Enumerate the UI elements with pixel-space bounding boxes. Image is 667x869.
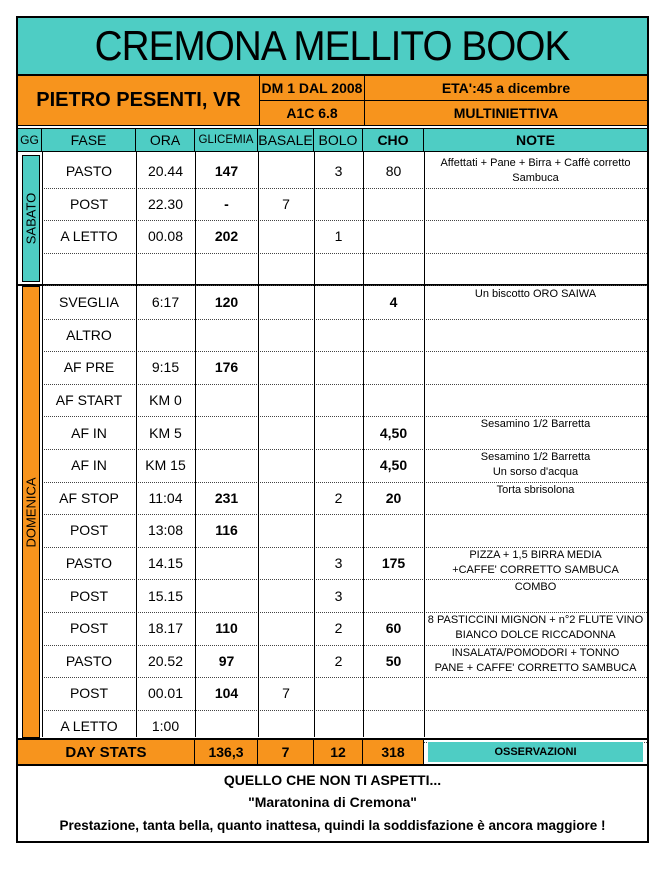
row-bolo: 3 <box>334 587 343 604</box>
row-ora: 20.44 <box>147 163 184 180</box>
row-glicemia: 97 <box>218 652 235 669</box>
row-ora <box>136 253 195 286</box>
header-divider <box>18 128 647 129</box>
observation-headline: QUELLO CHE NON TI ASPETTI... <box>223 772 442 788</box>
row-cho: 175 <box>381 555 406 572</box>
row-note: COMBO <box>514 581 557 594</box>
row-note: Affettati + Pane + Birra + Caffè corretto Sambuca <box>440 157 631 184</box>
row-ora: 00.01 <box>147 685 184 702</box>
row-bolo <box>314 514 363 547</box>
row-basale: 7 <box>282 195 290 212</box>
day-label-sabato: SABATO <box>22 155 40 282</box>
row-fase: POST <box>69 195 109 212</box>
row-fase: AF START <box>55 392 123 409</box>
row-cho: 4 <box>389 294 398 311</box>
row-glicemia <box>195 253 258 286</box>
row-bolo <box>314 286 363 319</box>
col-header-fase: FASE <box>42 129 136 151</box>
row-ora: 22.30 <box>147 195 184 212</box>
observation-comment: Prestazione, tanta bella, quanto inattesa, quindi la soddisfazione è ancora maggiore ! <box>59 817 606 833</box>
row-ora: 9:15 <box>151 359 180 376</box>
row-fase: AF PRE <box>63 359 115 376</box>
row-note: INSALATA/POMODORI + TONNO PANE + CAFFE' CORRETTO SAMBUCA <box>434 646 637 674</box>
row-cho: 4,50 <box>379 457 408 474</box>
row-basale <box>258 612 314 645</box>
row-bolo <box>314 384 363 417</box>
stats-bolo: 12 <box>314 740 363 764</box>
row-basale <box>258 547 314 580</box>
col-header-basale: BASALE <box>258 129 314 151</box>
row-fase: POST <box>69 685 109 702</box>
row-note <box>424 253 647 286</box>
row-cho: 80 <box>385 163 402 180</box>
row-fase: POST <box>69 620 109 637</box>
row-fase: PASTO <box>65 163 113 180</box>
row-fase: PASTO <box>65 555 113 572</box>
row-basale <box>258 253 314 286</box>
row-note <box>424 514 647 547</box>
col-header-note: NOTE <box>424 129 647 151</box>
row-basale <box>258 482 314 515</box>
row-glicemia: 120 <box>214 294 239 311</box>
row-note <box>424 384 647 417</box>
row-glicemia: 104 <box>214 685 239 702</box>
observation-event: "Maratonina di Cremona" <box>248 794 417 810</box>
row-cho: 4,50 <box>379 424 408 441</box>
row-ora <box>136 319 195 352</box>
stats-glicemia: 136,3 <box>195 740 258 764</box>
row-bolo: 2 <box>334 620 343 637</box>
row-fase: AF IN <box>71 457 107 474</box>
row-basale <box>258 384 314 417</box>
col-header-glicemia: GLICEMIA <box>195 129 258 151</box>
row-glicemia <box>195 547 258 580</box>
row-basale <box>258 286 314 319</box>
row-cho <box>363 319 424 352</box>
row-fase: SVEGLIA <box>59 294 119 311</box>
row-bolo: 1 <box>334 228 343 245</box>
row-fase: AF IN <box>71 424 107 441</box>
row-bolo <box>314 416 363 449</box>
row-note <box>424 351 647 384</box>
row-note: Sesamino 1/2 Barretta <box>480 418 591 431</box>
row-ora: 14.15 <box>147 555 184 572</box>
row-basale <box>258 155 314 188</box>
col-line <box>195 151 196 737</box>
row-glicemia <box>195 579 258 612</box>
row-cho <box>363 514 424 547</box>
row-bolo <box>314 253 363 286</box>
row-ora: 15.15 <box>147 587 184 604</box>
row-ora: KM 5 <box>149 424 182 441</box>
row-ora: 00.08 <box>147 228 184 245</box>
row-cho <box>363 677 424 710</box>
row-glicemia <box>195 416 258 449</box>
row-cho <box>363 351 424 384</box>
row-glicemia <box>195 384 258 417</box>
col-line <box>363 151 364 737</box>
row-glicemia: 147 <box>214 163 239 180</box>
page-title: CREMONA MELLITO BOOK <box>18 18 647 76</box>
day-label-domenica: DOMENICA <box>22 286 40 738</box>
day-stats-label: DAY STATS <box>18 740 195 764</box>
row-cho <box>363 220 424 253</box>
row-fase: POST <box>69 522 109 539</box>
row-bolo <box>314 319 363 352</box>
row-ora: 1:00 <box>151 718 180 735</box>
row-ora: 20.52 <box>147 652 184 669</box>
col-header-bolo: BOLO <box>314 129 363 151</box>
col-header-cho: CHO <box>363 129 424 151</box>
row-note: Un biscotto ORO SAIWA <box>474 288 597 300</box>
row-fase <box>42 253 136 286</box>
row-basale <box>258 514 314 547</box>
row-ora: 18.17 <box>147 620 184 637</box>
row-fase: POST <box>69 587 109 604</box>
row-glicemia <box>195 449 258 482</box>
a1c-value: A1C 6.8 <box>260 101 365 126</box>
row-basale <box>258 319 314 352</box>
row-note <box>424 319 647 352</box>
row-basale <box>258 645 314 678</box>
row-glicemia: - <box>224 195 229 212</box>
row-note <box>424 188 647 221</box>
header-divider-bottom <box>18 151 647 152</box>
row-cho <box>363 188 424 221</box>
col-header-gg: GG <box>18 129 42 151</box>
row-glicemia <box>195 319 258 352</box>
row-glicemia: 116 <box>215 522 238 539</box>
col-header-ora: ORA <box>136 129 195 151</box>
row-cho: 50 <box>385 652 402 669</box>
row-ora: KM 0 <box>149 392 182 409</box>
col-line <box>314 151 315 737</box>
row-bolo: 3 <box>334 555 343 572</box>
row-fase: PASTO <box>65 652 113 669</box>
row-bolo <box>314 351 363 384</box>
row-ora: 11:04 <box>148 489 183 506</box>
row-cho <box>363 384 424 417</box>
col-line <box>424 151 425 737</box>
therapy-type: MULTINIETTIVA <box>365 101 647 126</box>
row-ora: 13:08 <box>147 522 184 539</box>
row-basale <box>258 416 314 449</box>
row-cho: 60 <box>385 620 402 637</box>
row-bolo: 2 <box>334 652 343 669</box>
row-cho <box>363 253 424 286</box>
osservazioni-label: OSSERVAZIONI <box>428 742 643 762</box>
row-bolo <box>314 188 363 221</box>
col-line <box>42 151 43 737</box>
col-line <box>136 151 137 737</box>
row-basale <box>258 351 314 384</box>
row-cho: 20 <box>385 489 402 506</box>
row-bolo: 3 <box>334 163 343 180</box>
row-basale: 7 <box>282 685 290 702</box>
row-glicemia: 176 <box>214 359 239 376</box>
diary-sheet <box>16 16 649 843</box>
diabetes-since: DM 1 DAL 2008 <box>260 76 365 101</box>
row-note: Sesamino 1/2 Barretta Un sorso d'acqua <box>480 451 591 478</box>
row-note: 8 PASTICCINI MIGNON + n°2 FLUTE VINO BIANCO DOLCE RICCADONNA <box>427 614 644 641</box>
footer-divider <box>18 764 647 766</box>
row-note <box>424 220 647 253</box>
row-fase: ALTRO <box>66 326 112 343</box>
row-bolo <box>314 449 363 482</box>
row-ora: 6:17 <box>151 294 180 311</box>
row-basale <box>258 579 314 612</box>
row-fase: AF STOP <box>59 489 119 506</box>
row-glicemia: 231 <box>214 489 239 506</box>
row-note <box>424 677 647 710</box>
row-bolo <box>314 677 363 710</box>
row-glicemia: 110 <box>215 620 238 637</box>
patient-name: PIETRO PESENTI, VR <box>18 76 260 126</box>
row-fase: A LETTO <box>60 718 118 735</box>
row-ora: KM 15 <box>145 457 186 474</box>
row-note: PIZZA + 1,5 BIRRA MEDIA +CAFFE' CORRETTO SAMBUCA <box>452 548 619 576</box>
stats-cho: 318 <box>363 740 424 764</box>
stats-basale: 7 <box>258 740 314 764</box>
row-fase: A LETTO <box>60 228 118 245</box>
row-basale <box>258 449 314 482</box>
row-cho <box>363 579 424 612</box>
patient-age: ETA':45 a dicembre <box>365 76 647 101</box>
col-line <box>258 151 259 737</box>
row-basale <box>258 220 314 253</box>
row-glicemia: 202 <box>214 228 239 245</box>
row-bolo: 2 <box>334 489 343 506</box>
row-note: Torta sbrisolona <box>496 483 575 496</box>
